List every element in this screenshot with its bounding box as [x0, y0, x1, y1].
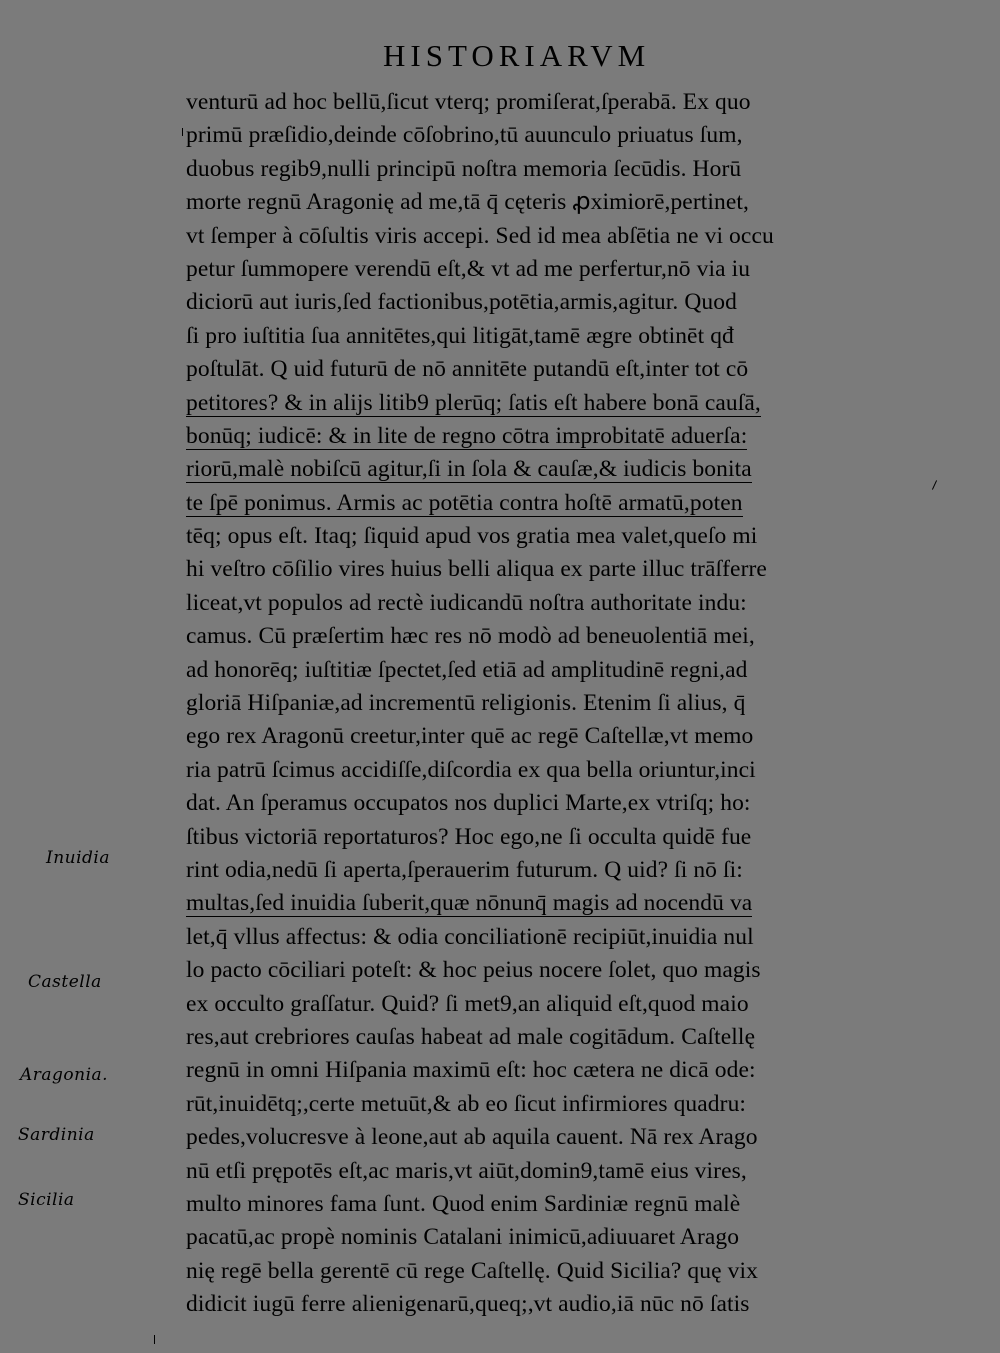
text-line: ego rex Aragonū creetur,inter quē ac regē Caſtellæ,vt memo: [186, 723, 754, 750]
text-line: nū etſi prępotēs eſt,ac maris,vt aiūt,domin9,tamē eius vires,: [186, 1157, 747, 1184]
text-line: didicit iugū ferre alienigenarū,queq;,vt audio,iā nūc nō ſatis: [186, 1291, 750, 1318]
running-head: HISTORIARVM: [383, 38, 651, 73]
text-line: primū præſidio,deinde cōſobrino,tū auunculo priuatus ſum,: [186, 122, 743, 149]
margin-note-inuidia: Inuidia: [46, 848, 111, 868]
text-line: venturū ad hoc bellū,ſicut vterq; promiſerat,ſperabā. Ex quo: [186, 89, 751, 115]
text-line: [186, 487, 916, 520]
underlined-text-line: petitores? & in alijs litib9 plerūq; ſatis eſt habere bonā cauſā,: [186, 389, 761, 416]
margin-note-sardinia: Sardinia: [18, 1125, 95, 1145]
text-line: nię regē bella gerentē cū rege Caſtellę. Quid Sicilia? quę vix: [186, 1257, 758, 1284]
text-line: lo pacto cōciliari poteſt: & hoc peius nocere ſolet, quo magis: [186, 957, 761, 984]
text-line: res,aut crebriores cauſas habeat ad male cogitādum. Caſtellę: [186, 1023, 756, 1050]
text-line: gloriā Hiſpaniæ,ad incrementū religionis. Etenim ſi alius, q̄: [186, 690, 746, 717]
text-line: diciorū aut iuris,ſed factionibus,potētia,armis,agitur. Quod: [186, 289, 737, 316]
text-line: petur ſummopere verendū eſt,& vt ad me perfertur,nō via iu: [186, 255, 751, 282]
text-line: let,q̄ vllus affectus: & odia conciliationē recipiūt,inuidia nul: [186, 923, 754, 950]
text-line: pacatū,ac propè nominis Catalani inimicū,adiuuaret Arago: [186, 1224, 740, 1251]
underlined-text-line: bonūq; iudicē: & in lite de regno cōtra improbitatē aduerſa:: [186, 422, 748, 449]
margin-note-sicilia: Sicilia: [18, 1190, 75, 1210]
text-line: tēq; opus eſt. Itaq; ſiquid apud vos gratia mea valet,queſo mi: [186, 523, 758, 550]
text-line: vt ſemper à cōſultis viris accepi. Sed id mea abſētia ne vi occu: [186, 222, 774, 249]
margin-mark: [182, 128, 183, 136]
text-line: poſtulāt. Q uid futurū de nō annitēte putandū eſt,inter tot cō: [186, 356, 749, 383]
text-line: duobus regib9,nulli principū noſtra memoria ſecūdis. Horū: [186, 155, 742, 182]
underlined-text-line: multas,ſed inuidia ſuberit,quæ nōnunq̄ magis ad nocendū va: [186, 890, 753, 917]
text-line: dat. An ſperamus occupatos nos duplici Marte,ex vtriſq; ho:: [186, 790, 751, 817]
text-line: rūt,inuidētq;,certe metuūt,& ab eo ſicut infirmiores quadru:: [186, 1090, 747, 1117]
body-text: [186, 86, 916, 1321]
text-line: [186, 453, 916, 486]
text-line: pedes,volucresve à leone,aut ab aquila cauent. Nā rex Arago: [186, 1124, 758, 1151]
underlined-text-line: riorū,malè nobiſcū agitur,ſi in ſola & cauſæ,& iudicis bonita: [186, 456, 752, 483]
text-line: ria patrū ſcimus accidiſſe,diſcordia ex qua bella oriuntur,inci: [186, 756, 756, 783]
text-line: [186, 887, 916, 920]
text-line: [186, 387, 916, 420]
text-line: morte regnū Aragonię ad me,tā q̄ cęteris ꝓximiorē,pertinet,: [186, 189, 749, 216]
text-line: [186, 420, 916, 453]
margin-note-castella: Castella: [28, 972, 102, 992]
text-line: liceat,vt populos ad rectè iudicandū noſtra authoritate indu:: [186, 589, 747, 616]
underlined-text-line: te ſpē ponimus. Armis ac potētia contra hoſtē armatū,poten: [186, 489, 743, 516]
text-line: multo minores fama ſunt. Quod enim Sardiniæ regnū malè: [186, 1190, 741, 1217]
text-line: ex occulto graſſatur. Quid? ſi met9,an aliquid eſt,quod maio: [186, 990, 749, 1017]
margin-mark: [932, 480, 937, 489]
text-line: ad honorēq; iuſtitiæ ſpectet,ſed etiā ad amplitudinē regni,ad: [186, 656, 748, 683]
text-line: ſtibus victoriā reportaturos? Hoc ego,ne ſi occulta quidē fue: [186, 823, 752, 850]
margin-note-aragonia: Aragonia.: [20, 1065, 109, 1085]
text-line: camus. Cū præſertim hæc res nō modò ad beneuolentiā mei,: [186, 623, 755, 650]
text-line: ſi pro iuſtitia ſua annitētes,qui litigāt,tamē ægre obtinēt qđ: [186, 322, 734, 349]
text-line: regnū in omni Hiſpania maximū eſt: hoc cætera ne dicā ode:: [186, 1057, 756, 1084]
margin-mark: [154, 1335, 155, 1344]
text-line: hi veſtro cōſilio vires huius belli aliqua ex parte illuc trāſferre: [186, 556, 767, 583]
text-line: rint odia,nedū ſi aperta,ſperauerim futurum. Q uid? ſi nō ſi:: [186, 856, 743, 883]
